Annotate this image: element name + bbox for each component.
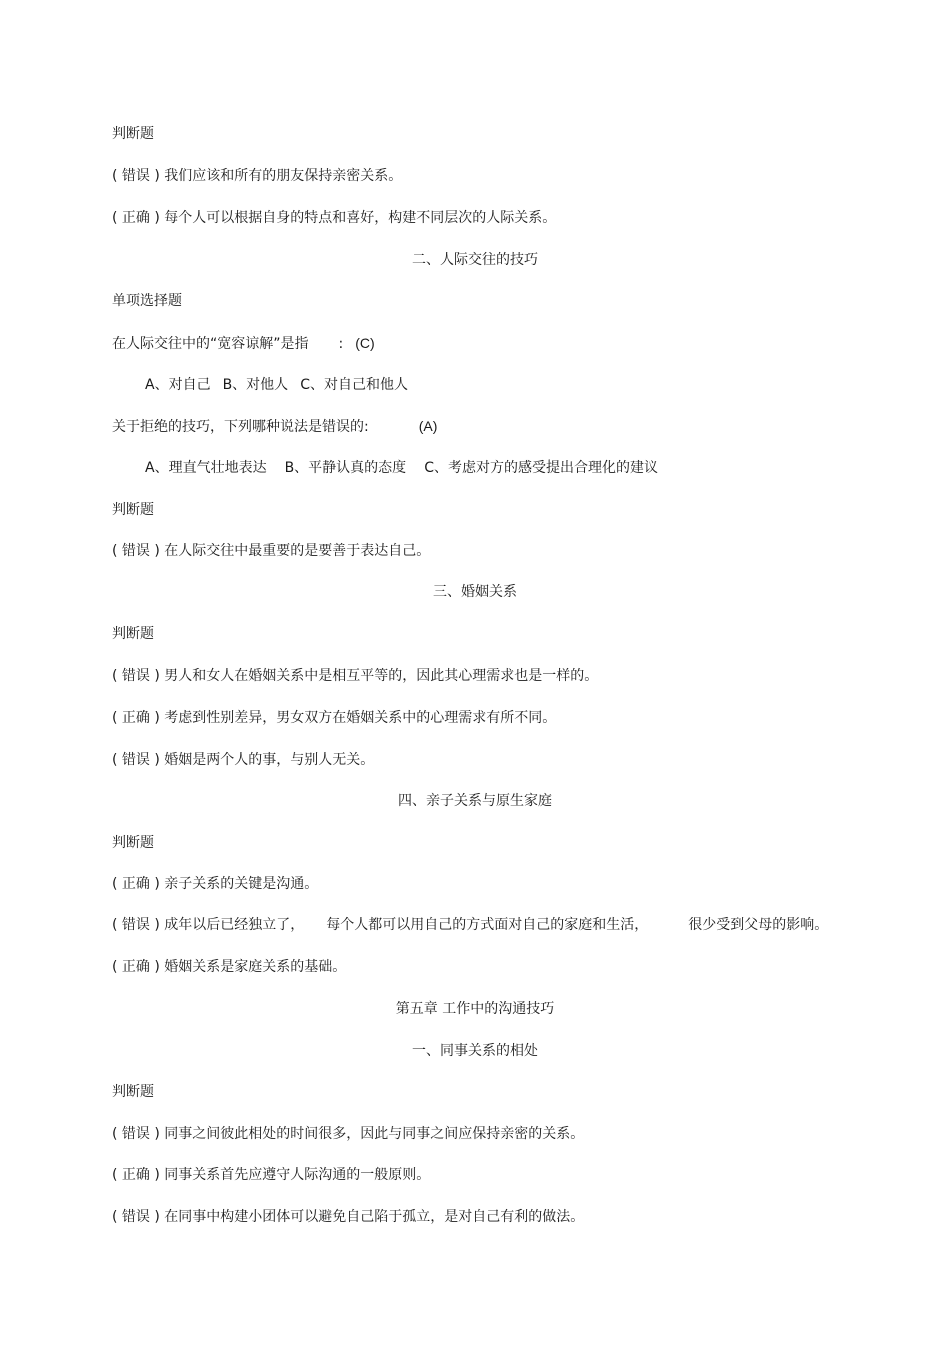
- option-b: B、平静认真的态度: [284, 460, 407, 476]
- chapter-title: 第五章 工作中的沟通技巧: [395, 1001, 555, 1017]
- question-colon: :: [338, 336, 344, 352]
- answer-mark: ( 错误 ): [112, 1126, 160, 1142]
- options-row: [145, 375, 408, 395]
- statement-text: 成年以后已经独立了，: [164, 917, 305, 933]
- answer-mark: ( 正确 ): [112, 710, 160, 726]
- question-text: 关于拒绝的技巧，下列哪种说法是错误的:: [112, 419, 369, 435]
- answer-mark: ( 正确 ): [112, 959, 160, 975]
- judgement-item: [112, 957, 346, 977]
- statement-text: 婚姻关系是家庭关系的基础。: [164, 959, 347, 975]
- judgement-item: [112, 541, 430, 561]
- statement-text: 在同事中构建小团体可以避免自己陷于孤立，是对自己有利的做法。: [164, 1209, 585, 1225]
- statement-text: 同事关系首先应遵守人际沟通的一般原则。: [164, 1167, 431, 1183]
- option-a: A、理直气壮地表达: [145, 460, 267, 476]
- answer-mark: ( 正确 ): [112, 1167, 160, 1183]
- option-c: C、考虑对方的感受提出合理化的建议: [424, 460, 658, 476]
- section-label-single-choice: 单项选择题: [112, 293, 182, 309]
- section-heading: 三、婚姻关系: [433, 584, 517, 600]
- judgement-item: [112, 166, 402, 186]
- statement-text: 在人际交往中最重要的是要善于表达自己。: [164, 543, 431, 559]
- section-heading: 四、亲子关系与原生家庭: [398, 793, 552, 809]
- question-text: 在人际交往中的“宽容谅解”是指: [112, 336, 309, 352]
- question: [112, 416, 437, 437]
- judgement-item: [112, 1165, 430, 1185]
- judgement-item: [112, 208, 556, 228]
- statement-text: 考虑到性别差异，男女双方在婚姻关系中的心理需求有所不同。: [164, 710, 557, 726]
- section-label-judgement: 判断题: [112, 502, 154, 518]
- answer-mark: ( 错误 ): [112, 668, 160, 684]
- judgement-item: [112, 915, 828, 935]
- statement-text: 亲子关系的关键是沟通。: [164, 876, 319, 892]
- answer-mark: ( 正确 ): [112, 210, 160, 226]
- answer-mark: ( 正确 ): [112, 876, 160, 892]
- answer-mark: ( 错误 ): [112, 917, 160, 933]
- statement-text: 男人和女人在婚姻关系中是相互平等的，因此其心理需求也是一样的。: [164, 668, 599, 684]
- statement-text: 婚姻是两个人的事，与别人无关。: [164, 752, 375, 768]
- options-row: [145, 458, 658, 478]
- option-b: B、对他人: [222, 377, 289, 393]
- question: [112, 333, 375, 354]
- judgement-item: [112, 708, 556, 728]
- judgement-item: [112, 750, 374, 770]
- statement-text: 我们应该和所有的朋友保持亲密关系。: [164, 168, 403, 184]
- section-label-judgement: 判断题: [112, 835, 154, 851]
- option-a: A、对自己: [145, 377, 211, 393]
- answer-mark: ( 错误 ): [112, 752, 160, 768]
- statement-text: 每个人可以根据自身的特点和喜好，构建不同层次的人际关系。: [164, 210, 557, 226]
- statement-text: 很少受到父母的影响。: [688, 917, 829, 933]
- section-heading: 一、同事关系的相处: [412, 1043, 538, 1059]
- judgement-item: [112, 666, 598, 686]
- judgement-item: [112, 1124, 584, 1144]
- answer-mark: ( 错误 ): [112, 168, 160, 184]
- answer-mark: ( 错误 ): [112, 1209, 160, 1225]
- section-heading: 二、人际交往的技巧: [412, 252, 538, 268]
- correct-answer: (C): [355, 335, 375, 351]
- judgement-item: [112, 1207, 584, 1227]
- answer-mark: ( 错误 ): [112, 543, 160, 559]
- correct-answer: (A): [418, 418, 438, 434]
- section-label-judgement: 判断题: [112, 1084, 154, 1100]
- judgement-item: [112, 874, 318, 894]
- section-label-judgement: 判断题: [112, 126, 154, 142]
- option-c: C、对自己和他人: [300, 377, 408, 393]
- section-label-judgement: 判断题: [112, 626, 154, 642]
- statement-text: 同事之间彼此相处的时间很多，因此与同事之间应保持亲密的关系。: [164, 1126, 585, 1142]
- statement-text: 每个人都可以用自己的方式面对自己的家庭和生活，: [326, 917, 649, 933]
